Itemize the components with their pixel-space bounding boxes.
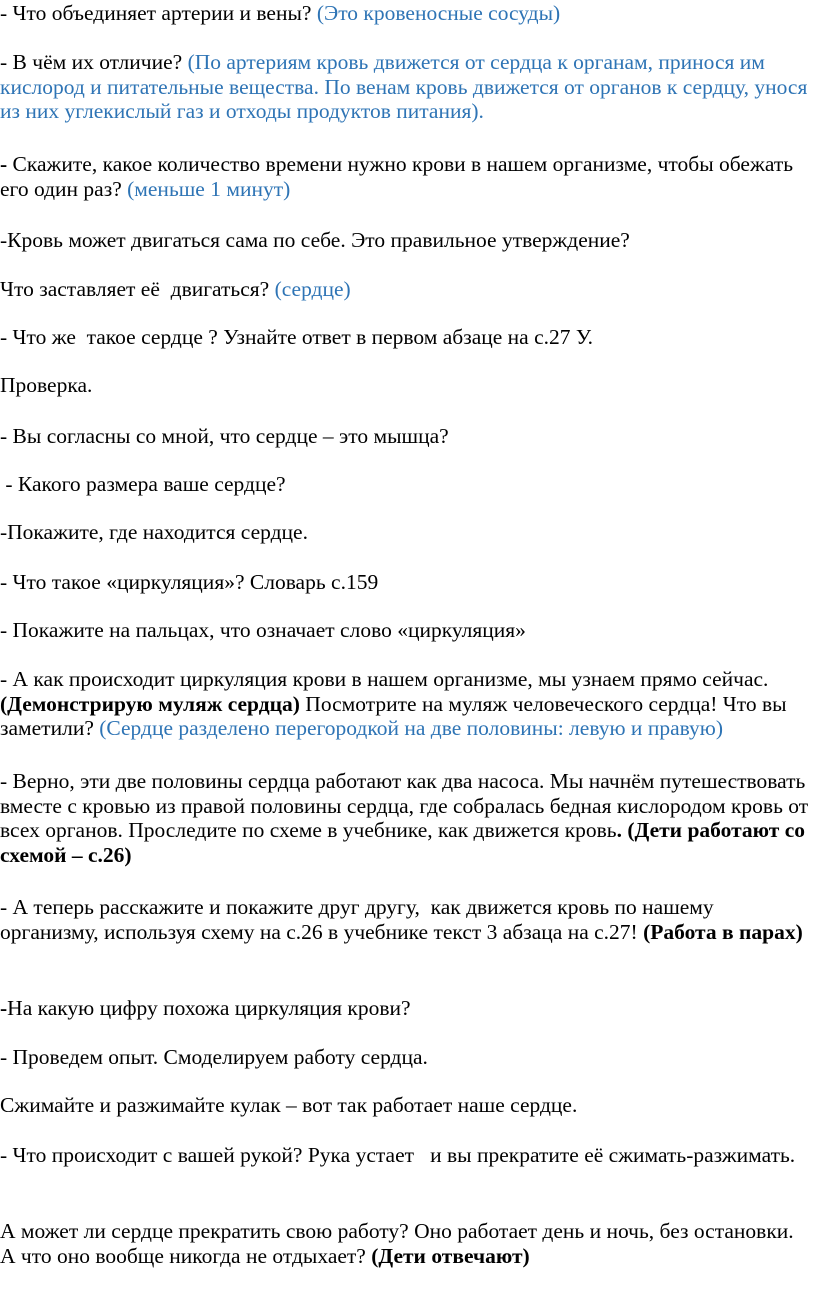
text-run: - Покажите на пальцах, что означает слово «циркуляция» xyxy=(0,618,526,642)
bold-text: (Демонстрирую муляж сердца) xyxy=(0,691,300,716)
text-run: -Покажите, где находится сердце. xyxy=(0,520,308,544)
paragraph-10 xyxy=(0,520,810,545)
paragraph-20 xyxy=(0,1219,810,1268)
text-run: -Кровь может двигаться сама по себе. Это правильное утверждение? xyxy=(0,228,630,252)
text-run: - Вы согласны со мной, что сердце – это мышца? xyxy=(0,424,449,448)
bold-text: - xyxy=(0,152,13,176)
paragraph-17 xyxy=(0,1045,810,1070)
text-run: - А теперь расскажите и покажите друг другу, как движется кровь по нашему организму, используя схему на с.26 в учебнике текст 3 абзаца на с.27! xyxy=(0,895,720,944)
paragraph-16 xyxy=(0,996,810,1021)
text-run: - Какого размера ваше сердце? xyxy=(0,472,286,496)
paragraph-11 xyxy=(0,570,810,595)
text-run: Что заставляет её двигаться? xyxy=(0,277,275,301)
paragraph-4 xyxy=(0,228,810,253)
paragraph-15 xyxy=(0,895,810,944)
text-run: На какую цифру похожа циркуляция крови? xyxy=(7,996,411,1020)
paragraph-18 xyxy=(0,1093,810,1118)
paragraph-5 xyxy=(0,277,810,302)
bold-text: (Дети отвечают) xyxy=(371,1243,530,1268)
paragraph-3 xyxy=(0,152,810,201)
answer-text: (сердце) xyxy=(274,277,351,301)
paragraph-19 xyxy=(0,1143,810,1168)
text-run: - Что такое «циркуляция»? Словарь с.159 xyxy=(0,570,379,594)
paragraph-14 xyxy=(0,769,814,867)
text-run: - Что происходит с вашей рукой? Рука устает и вы прекратите её сжимать-разжимать. xyxy=(0,1143,796,1167)
bold-text: (Работа в парах) xyxy=(643,919,803,944)
paragraph-8 xyxy=(0,424,810,449)
text-run: - А как происходит циркуляция крови в нашем организме, мы узнаем прямо сейчас. xyxy=(0,667,774,691)
answer-text: (Сердце разделено перегородкой на две половины: левую и правую) xyxy=(99,716,724,740)
bold-text: - xyxy=(0,996,8,1020)
answer-text: (По артериям кровь движется от сердца к органам, принося им кислород и питательные вещества. По венам кровь движется от органов к сердцу, унося из них углекислый газ и отходы продуктов питания). xyxy=(0,50,813,123)
paragraph-13 xyxy=(0,667,810,741)
paragraph-7 xyxy=(0,373,810,398)
text-run: Проверка. xyxy=(0,373,93,397)
text-run: Сжимайте и разжимайте кулак – вот так работает наше сердце. xyxy=(0,1093,578,1117)
text-run: Скажите, какое количество времени нужно крови в нашем организме, чтобы обежать его один раз? xyxy=(0,152,799,201)
answer-text: (меньше 1 минут) xyxy=(127,176,291,201)
paragraph-1 xyxy=(0,1,810,26)
paragraph-12 xyxy=(0,618,810,643)
text-run: - Что же такое сердце ? Узнайте ответ в первом абзаце на с.27 У. xyxy=(0,325,593,349)
paragraph-6 xyxy=(0,325,810,350)
text-run: - Проведем опыт. Смоделируем работу сердца. xyxy=(0,1045,428,1069)
text-run: Посмотрите на муляж человеческого сердца! Что вы заметили? xyxy=(0,691,792,740)
paragraph-9 xyxy=(0,472,810,497)
text-run: - Верно, эти две половины сердца работают как два насоса. Мы начнём путешествовать вместе с кровью из правой половины сердца, где собралась бедная кислородом кровь от всех органов. Проследите по схеме в учебнике, как движется кровь xyxy=(0,769,814,842)
text-run: - В чём их отличие? xyxy=(0,50,188,74)
answer-text: (Это кровеносные сосуды) xyxy=(316,1,561,25)
bold-text: . (Дети работают со схемой – с.26) xyxy=(0,818,811,867)
paragraph-2 xyxy=(0,50,813,124)
text-run: - Что объединяет артерии и вены? xyxy=(0,1,317,25)
text-run: А может ли сердце прекратить свою работу? Оно работает день и ночь, без остановки. А что оно вообще никогда не отдыхает? xyxy=(0,1219,800,1268)
